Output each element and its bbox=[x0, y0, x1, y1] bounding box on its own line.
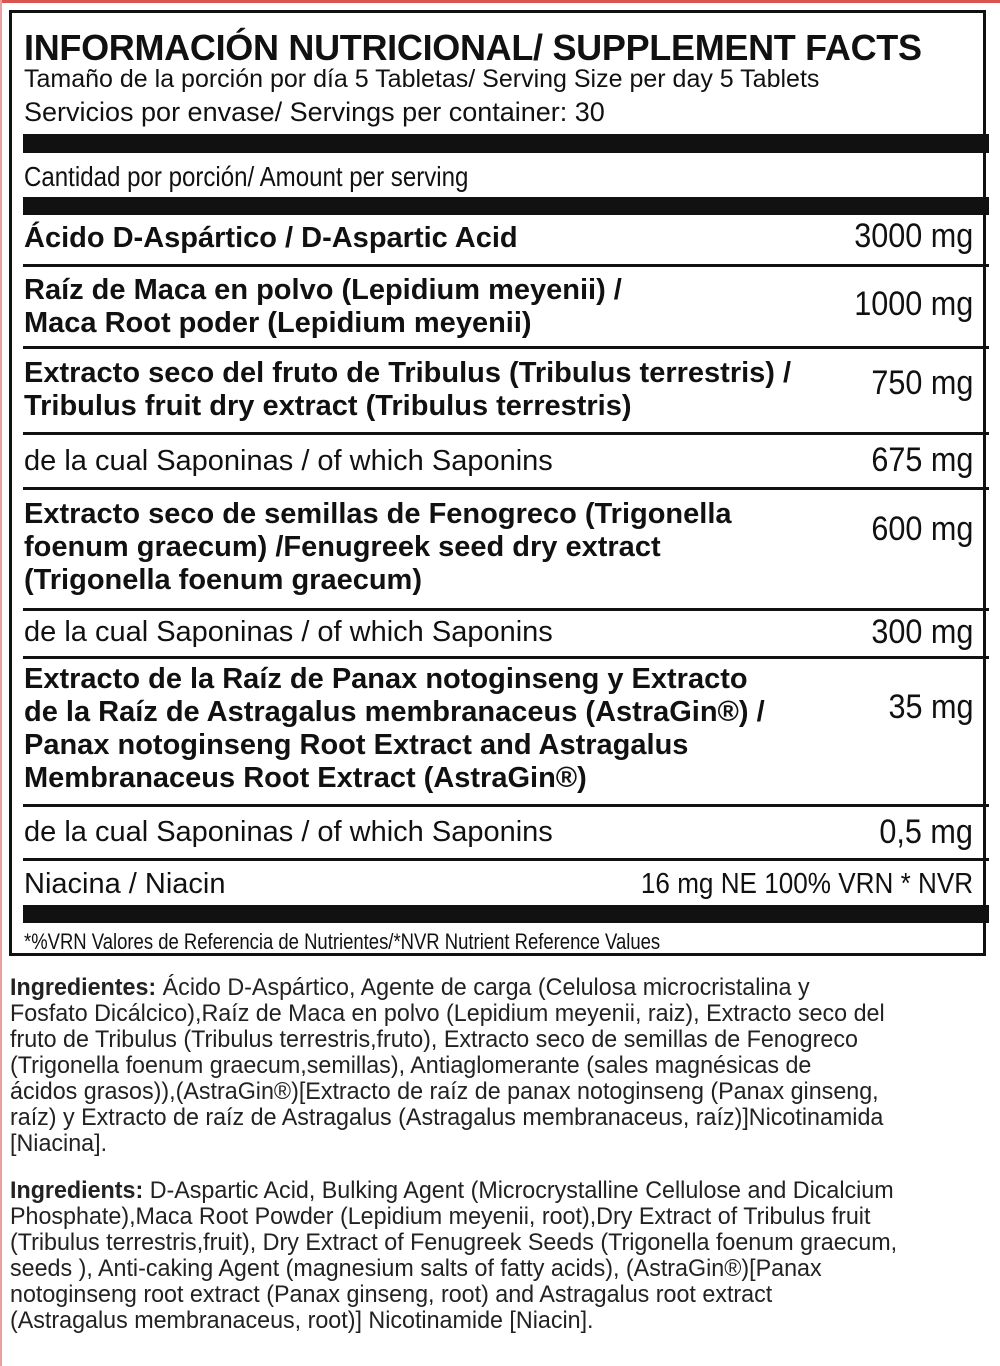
nutrient-amount: 3000 mg bbox=[853, 217, 973, 255]
name-line: Tribulus fruit dry extract (Tribulus terrestris) bbox=[24, 390, 632, 422]
nutrient-name: de la cual Saponinas / of which Saponins bbox=[24, 816, 553, 848]
ingredients-english bbox=[10, 1178, 970, 1334]
nutrient-amount: 1000 mg bbox=[853, 285, 973, 323]
nutrient-name: Niacina / Niacin bbox=[24, 868, 226, 900]
ingredients-line: [Niacina]. bbox=[10, 1130, 108, 1157]
row-divider bbox=[23, 264, 989, 267]
facts-title: INFORMACIÓN NUTRICIONAL/ SUPPLEMENT FACTS bbox=[24, 27, 922, 68]
ingredients-line: (Astragalus membranaceus, root)] Nicotinamide [Niacin]. bbox=[10, 1307, 594, 1334]
nutrient-name bbox=[24, 274, 622, 340]
name-line: Membranaceus Root Extract (AstraGin®) bbox=[24, 762, 587, 794]
ingredients-line: Phosphate),Maca Root Powder (Lepidium meyenii, root),Dry Extract of Tribulus fruit bbox=[10, 1203, 871, 1230]
nutrient-amount: 0,5 mg bbox=[879, 813, 973, 851]
ingredients-line: (Tribulus terrestris,fruit), Dry Extract of Fenugreek Seeds (Trigonella foenum graecum, bbox=[10, 1229, 898, 1256]
ingredients-line: Ingredients: D-Aspartic Acid, Bulking Agent (Microcrystalline Cellulose and Dicalcium bbox=[10, 1177, 894, 1204]
row-divider bbox=[23, 487, 989, 490]
row-divider bbox=[23, 656, 989, 659]
nutrient-amount: 750 mg bbox=[870, 364, 973, 402]
name-line: Panax notoginseng Root Extract and Astragalus bbox=[24, 729, 689, 761]
nutrient-name: de la cual Saponinas / of which Saponins bbox=[24, 616, 553, 648]
ingredients-line: notoginseng root extract (Panax ginseng, root) and Astragalus root extract bbox=[10, 1281, 773, 1308]
nutrient-amount: 600 mg bbox=[870, 510, 973, 548]
thick-divider bbox=[23, 197, 989, 215]
row-divider bbox=[23, 858, 989, 861]
ingredients-label: Ingredients: bbox=[10, 1177, 144, 1204]
name-line: Extracto seco del fruto de Tribulus (Tribulus terrestris) / bbox=[24, 357, 792, 389]
footnote: *%VRN Valores de Referencia de Nutrientes/*NVR Nutrient Reference Values bbox=[24, 929, 661, 954]
nutrient-amount: 300 mg bbox=[870, 613, 973, 651]
ingredients-line: Ingredientes: Ácido D-Aspártico, Agente de carga (Celulosa microcristalina y bbox=[10, 974, 810, 1001]
nutrient-amount: 16 mg NE 100% VRN * NVR bbox=[640, 868, 973, 900]
supplement-facts-panel bbox=[9, 10, 986, 956]
name-line: Extracto seco de semillas de Fenogreco (Trigonella bbox=[24, 498, 732, 530]
name-line: foenum graecum) /Fenugreek seed dry extract bbox=[24, 531, 661, 563]
nutrient-name bbox=[24, 663, 765, 795]
nutrient-name bbox=[24, 498, 732, 597]
row-divider bbox=[23, 804, 989, 807]
nutrient-amount: 675 mg bbox=[870, 441, 973, 479]
name-line: Maca Root poder (Lepidium meyenii) bbox=[24, 307, 532, 339]
ingredients-line: Fosfato Dicálcico),Raíz de Maca en polvo (Lepidium meyenii, raiz), Extracto seco del bbox=[10, 1000, 885, 1027]
serving-size: Tamaño de la porción por día 5 Tabletas/ Serving Size per day 5 Tablets bbox=[24, 65, 820, 93]
name-line: de la Raíz de Astragalus membranaceus (AstraGin®) / bbox=[24, 696, 765, 728]
top-edge-line bbox=[0, 0, 1000, 3]
name-line: Extracto de la Raíz de Panax notoginseng y Extracto bbox=[24, 663, 748, 695]
nutrient-amount: 35 mg bbox=[887, 688, 973, 726]
name-line: (Trigonella foenum graecum) bbox=[24, 564, 422, 596]
thick-divider bbox=[23, 134, 989, 153]
name-line: Raíz de Maca en polvo (Lepidium meyenii) / bbox=[24, 274, 622, 306]
nutrient-name: Ácido D-Aspártico / D-Aspartic Acid bbox=[24, 222, 518, 254]
ingredients-line: raíz) y Extracto de raíz de Astragalus (Astragalus membranaceus, raíz)]Nicotinamida bbox=[10, 1104, 884, 1131]
row-divider bbox=[23, 432, 989, 435]
ingredients-line: fruto de Tribulus (Tribulus terrestris,fruto), Extracto seco de semillas de Fenogreco bbox=[10, 1026, 858, 1053]
thick-divider bbox=[23, 905, 989, 923]
row-divider bbox=[23, 346, 989, 349]
nutrient-name: de la cual Saponinas / of which Saponins bbox=[24, 445, 553, 477]
nutrient-name bbox=[24, 357, 791, 423]
servings-per-container: Servicios por envase/ Servings per container: 30 bbox=[24, 97, 605, 127]
left-edge-line bbox=[0, 0, 2, 1366]
ingredients-line: ácidos grasos)),(AstraGin®)[Extracto de raíz de panax notoginseng (Panax ginseng, bbox=[10, 1078, 879, 1105]
row-divider bbox=[23, 608, 989, 611]
ingredients-line: (Trigonella foenum graecum,semillas), Antiaglomerante (sales magnésicas de bbox=[10, 1052, 812, 1079]
ingredients-line: seeds ), Anti-caking Agent (magnesium salts of fatty acids), (AstraGin®)[Panax bbox=[10, 1255, 822, 1282]
ingredients-spanish bbox=[10, 975, 970, 1157]
amount-per-serving: Cantidad por porción/ Amount per serving bbox=[24, 161, 469, 192]
ingredients-label: Ingredientes: bbox=[10, 974, 157, 1001]
